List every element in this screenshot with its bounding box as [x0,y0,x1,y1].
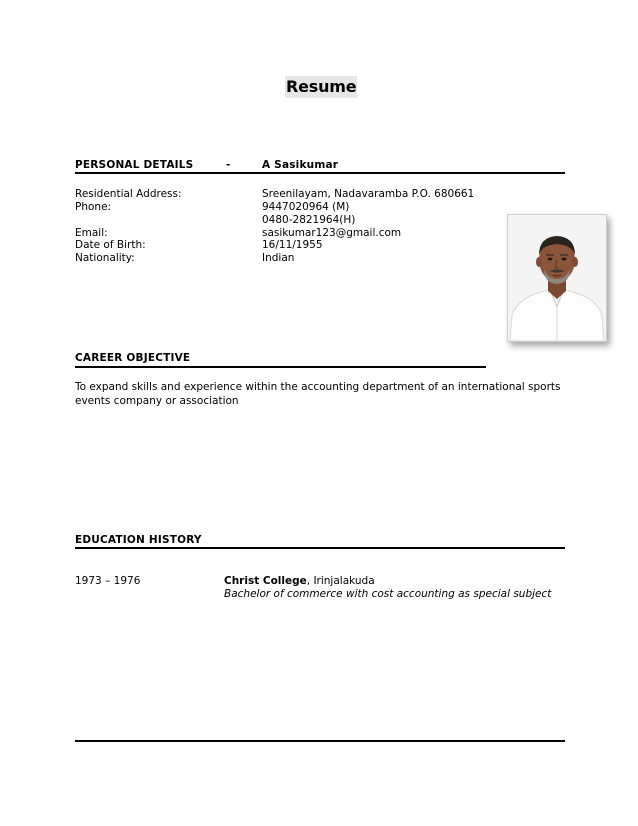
portrait-illustration [508,215,606,341]
dob-label: Date of Birth: [75,239,146,251]
college-place: Irinjalakuda [310,575,375,587]
education-history-rule [75,547,565,549]
education-years: 1973 – 1976 [75,575,141,587]
candidate-name: A Sasikumar [262,159,339,171]
email-label: Email: [75,227,108,239]
nationality-value: Indian [262,252,295,264]
education-history-heading: EDUCATION HISTORY [75,534,202,546]
college-separator: , [306,575,311,587]
page-title: Resume [286,77,357,96]
dob-value: 16/11/1955 [262,239,323,251]
college-name: Christ College [224,575,307,587]
education-institution [224,575,375,588]
heading-dash: - [226,159,231,171]
career-objective-line-1: To expand skills and experience within the accounting department of an international sports [75,381,561,393]
phone-mobile: 9447020964 (M) [262,201,350,213]
address-label: Residential Address: [75,188,182,200]
career-objective-heading: CAREER OBJECTIVE [75,352,191,364]
phone-label: Phone: [75,201,112,213]
career-objective-rule [75,366,486,368]
personal-details-heading: PERSONAL DETAILS [75,159,194,171]
education-degree: Bachelor of commerce with cost accounting as special subject [224,588,552,600]
nationality-label: Nationality: [75,252,135,264]
profile-photo [507,214,607,342]
bottom-rule [75,740,565,742]
personal-details-rule [75,172,565,174]
address-value: Sreenilayam, Nadavaramba P.O. 680661 [262,188,475,200]
email-value: sasikumar123@gmail.com [262,227,402,239]
phone-home: 0480-2821964(H) [262,214,356,226]
career-objective-line-2: events company or association [75,395,239,407]
